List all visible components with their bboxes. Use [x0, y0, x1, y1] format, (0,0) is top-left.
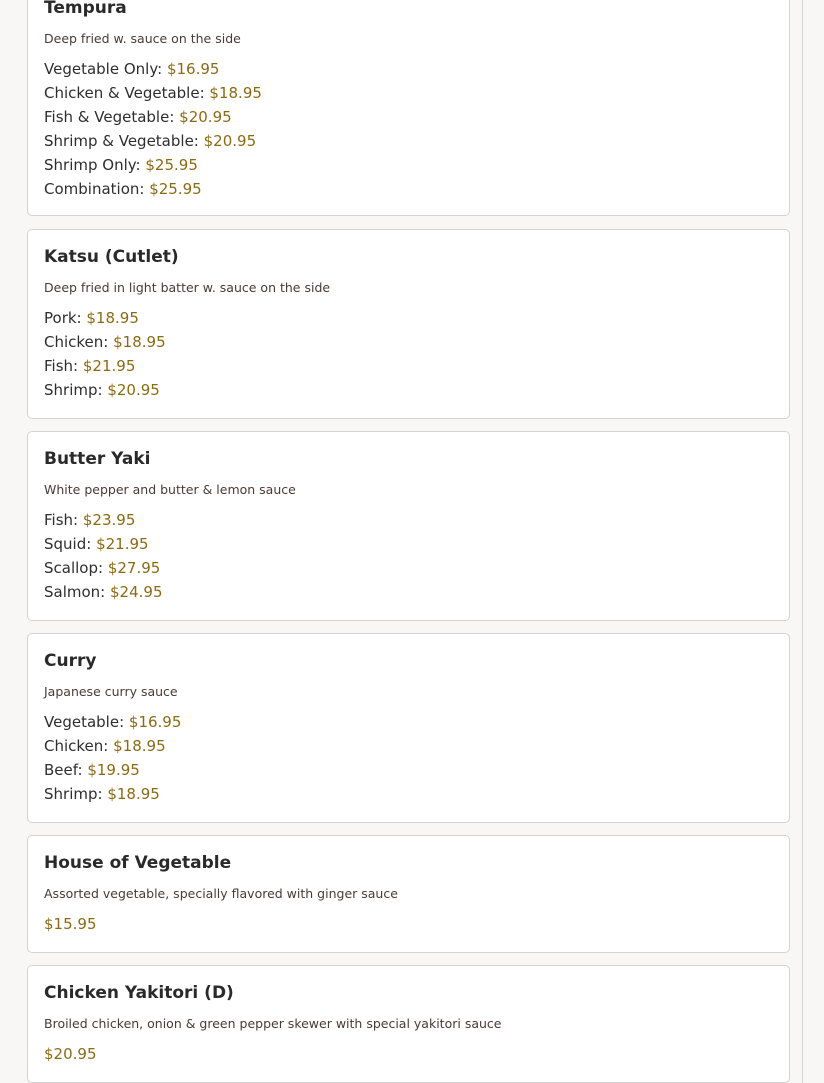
menu-card-butter-yaki [27, 431, 790, 621]
price: $20.95 [107, 381, 160, 399]
menu-item-description: Japanese curry sauce [44, 684, 178, 699]
menu-item-description: Deep fried w. sauce on the side [44, 31, 241, 46]
price: $25.95 [149, 180, 202, 198]
price-row: Fish & Vegetable: $20.95 [44, 108, 232, 126]
menu-item-description: Assorted vegetable, specially flavored with ginger sauce [44, 886, 398, 901]
price-row: Shrimp Only: $25.95 [44, 156, 198, 174]
menu-card-tempura [27, 0, 790, 216]
menu-item-description: White pepper and butter & lemon sauce [44, 482, 296, 497]
price: $16.95 [166, 60, 220, 78]
price: $18.95 [209, 84, 262, 102]
menu-item-title: House of Vegetable [44, 853, 232, 873]
menu-item-title: Chicken Yakitori (D) [44, 983, 234, 1003]
price-row: Beef: $19.95 [44, 761, 140, 779]
price: $20.95 [179, 108, 232, 126]
price: $18.95 [113, 737, 166, 755]
price: $18.95 [86, 309, 139, 327]
price-row: Shrimp & Vegetable: $20.95 [44, 132, 257, 150]
price-row: Vegetable Only: $16.95 [44, 60, 220, 78]
price-list [44, 306, 166, 402]
menu-item-title: Curry [44, 651, 97, 671]
price: $16.95 [128, 713, 182, 731]
menu-item-title: Katsu (Cutlet) [44, 247, 179, 267]
price-row: Squid: $21.95 [44, 535, 149, 553]
price: $18.95 [113, 333, 166, 351]
price: $27.95 [107, 559, 161, 577]
price-list [44, 57, 262, 201]
menu-item-description: Broiled chicken, onion & green pepper skewer with special yakitori sauce [44, 1016, 502, 1031]
price-list [44, 508, 163, 604]
menu-item-title: Tempura [44, 0, 127, 18]
page-divider [802, 0, 803, 1083]
price-row: Combination: $25.95 [44, 180, 202, 198]
price: $21.95 [82, 357, 136, 375]
price-row: Salmon: $24.95 [44, 583, 163, 601]
menu-item-title: Butter Yaki [44, 449, 151, 469]
price: $21.95 [96, 535, 149, 553]
menu-card-curry [27, 633, 790, 823]
price-row: Fish: $23.95 [44, 511, 136, 529]
menu-card-katsu [27, 229, 790, 419]
price: $20.95 [44, 1045, 97, 1063]
price-row: Chicken: $18.95 [44, 737, 166, 755]
price-row: Chicken: $18.95 [44, 333, 166, 351]
price: $18.95 [107, 785, 160, 803]
price: $25.95 [145, 156, 198, 174]
menu-item-description: Deep fried in light batter w. sauce on the side [44, 280, 331, 295]
price-row: Shrimp: $18.95 [44, 785, 160, 803]
price-row: Chicken & Vegetable: $18.95 [44, 84, 262, 102]
price-list [44, 710, 181, 806]
price-row: Vegetable: $16.95 [44, 713, 182, 731]
menu-card-house-of-vegetable [27, 835, 790, 953]
price-row: Pork: $18.95 [44, 309, 139, 327]
price-row: Scallop: $27.95 [44, 559, 161, 577]
menu-card-chicken-yakitori [27, 965, 790, 1083]
price: $19.95 [87, 761, 140, 779]
price: $23.95 [82, 511, 136, 529]
price: $20.95 [203, 132, 257, 150]
price: $15.95 [44, 915, 97, 933]
price-row: Fish: $21.95 [44, 357, 136, 375]
price: $24.95 [110, 583, 163, 601]
price-row: Shrimp: $20.95 [44, 381, 160, 399]
